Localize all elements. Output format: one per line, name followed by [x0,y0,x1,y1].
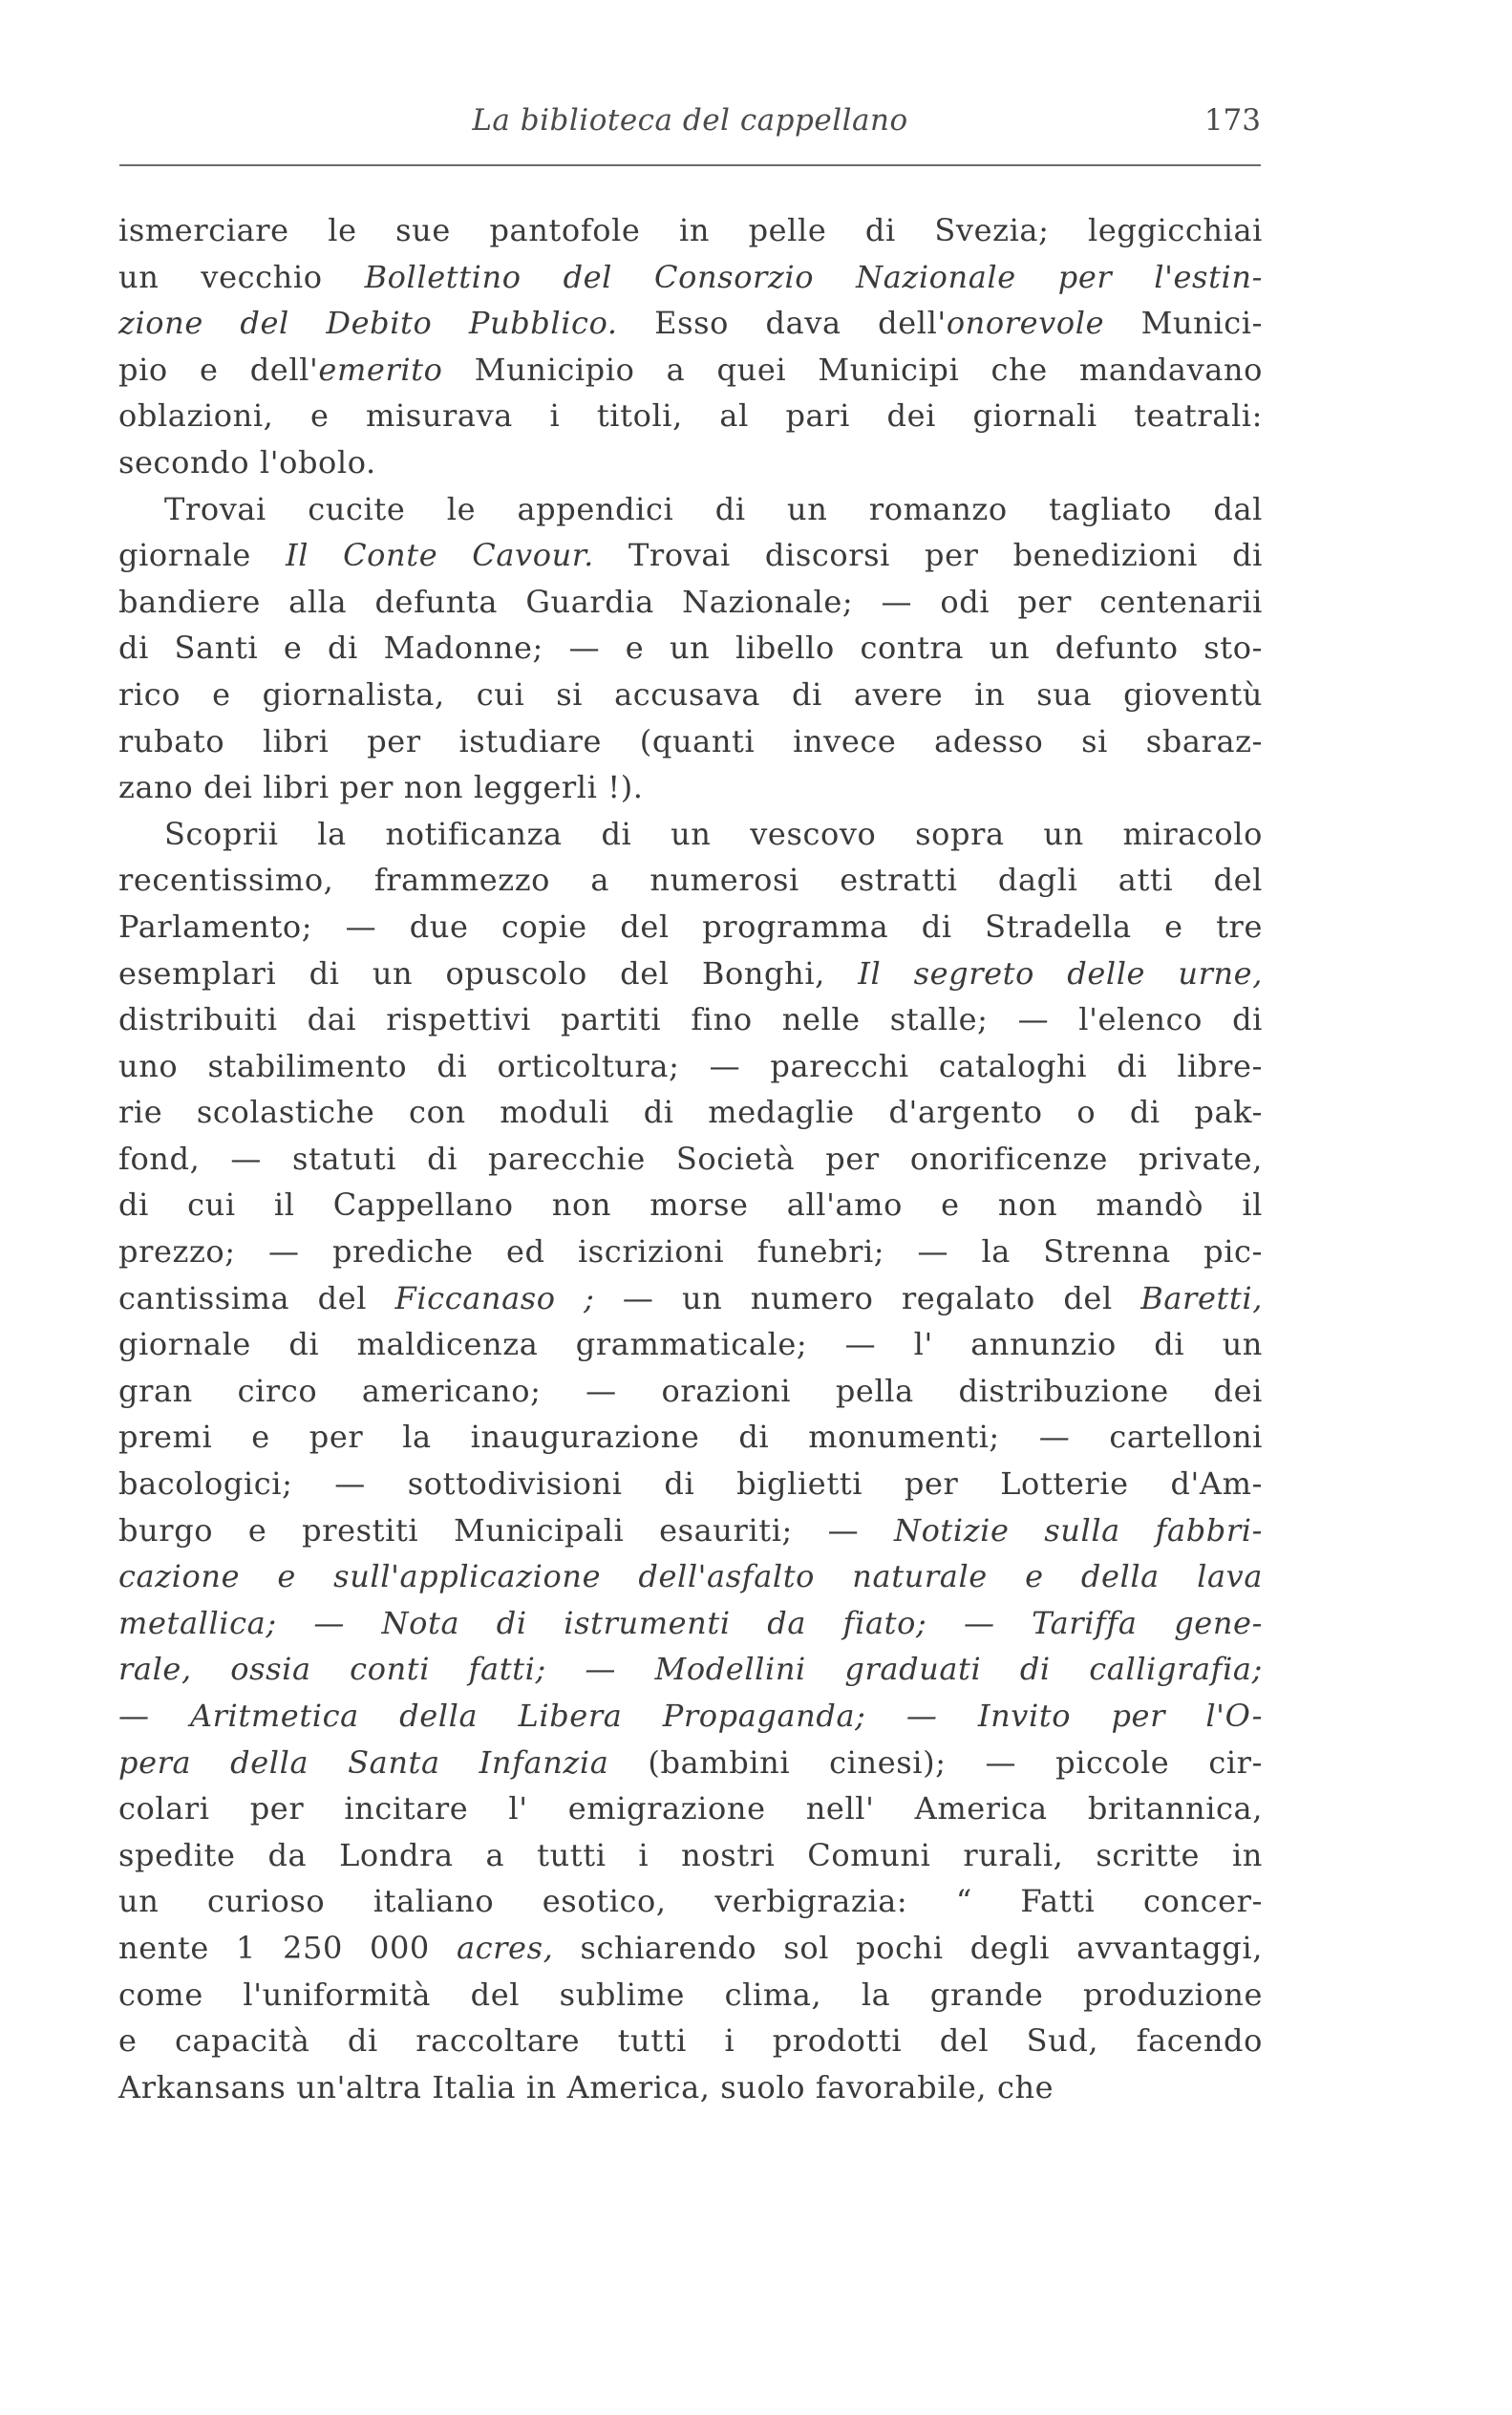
text-run: recentissimo, frammezzo a numerosi estratti dagli atti del [118,862,1263,899]
text-run: come l'uniformità del sublime clima, la grande produzione [118,1976,1263,2013]
text-run: e capacità di raccoltare tutti i prodotti del Sud, facendo [118,2022,1263,2060]
text-run: pio e dell' [118,351,319,388]
text-line [118,1368,1263,1415]
text-line [118,300,1263,347]
text-run: (bambini cinesi); — piccole cir- [608,1743,1263,1781]
italic-run: Notizie sulla fabbri- [893,1511,1264,1549]
italic-run: Ficcanaso ; [394,1279,595,1316]
text-line [118,1785,1263,1832]
text-line [118,2018,1263,2064]
text-line [118,393,1263,439]
text-run: un vecchio [118,258,365,295]
text-line [118,996,1263,1043]
text-line [118,672,1263,718]
text-run: rico e giornalista, cui si accusava di avere in sua gioventù [118,675,1263,713]
header-rule [119,164,1261,166]
italic-run: onorevole [946,305,1105,342]
text-run: rubato libri per istudiare (quanti invece adesso si sbaraz- [118,722,1263,759]
text-line [118,254,1263,301]
body-text [118,207,1263,2110]
text-line [118,951,1263,997]
text-run: Municipio a quei Municipi che mandavano [442,351,1263,388]
text-run: burgo e prestiti Municipali esauriti; — [118,1511,894,1549]
text-run: Esso dava dell' [617,305,947,342]
text-run: cantissima del [118,1279,395,1316]
text-line [118,1878,1263,1925]
text-run: bacologici; — sottodivisioni di biglietti per Lotterie d'Am- [118,1465,1263,1503]
italic-run: Bollettino del Consorzio Nazionale per l'estin- [364,258,1263,295]
text-line [118,1229,1263,1275]
text-line [118,1461,1263,1507]
text-run: Munici- [1104,305,1263,342]
text-line [118,1321,1263,1368]
page-number: 173 [1203,103,1261,138]
text-line [118,904,1263,951]
text-line [118,625,1263,672]
italic-run: Il Conte Cavour. [285,537,594,574]
text-run: Trovai cucite le appendici di un romanzo tagliato dal [164,490,1263,527]
text-run: fond, — statuti di parecchie Società per onorificenze private, [118,1140,1263,1177]
text-run: schiarendo sol pochi degli avvantaggi, [553,1929,1263,1966]
text-line [118,1832,1263,1879]
text-run: giornale [118,537,286,574]
text-line [118,579,1263,626]
text-line [118,1553,1263,1600]
text-line [118,2064,1263,2111]
text-run: spedite da Londra a tutti i nostri Comuni rurali, scritte in [118,1836,1263,1873]
text-line [118,857,1263,904]
text-line [118,1275,1263,1322]
text-run: di Santi e di Madonne; — e un libello contra un defunto sto- [118,630,1263,667]
text-run: bandiere alla defunta Guardia Nazionale; — odi per centenarii [118,583,1263,620]
text-run: gran circo americano; — orazioni pella distribuzione dei [118,1372,1263,1409]
text-run: di cui il Cappellano non morse all'amo e non mandò il [118,1186,1263,1224]
text-run: Scoprii la notificanza di un vescovo sopra un miracolo [164,815,1263,852]
running-title: La biblioteca del cappellano [472,103,908,138]
text-run: oblazioni, e misurava i titoli, al pari dei giornali teatrali: [118,397,1263,435]
italic-run: Baretti, [1140,1279,1264,1316]
text-line [118,439,1263,486]
text-run: Trovai discorsi per benedizioni di [593,537,1264,574]
italic-run: cazione e sull'applicazione dell'asfalto naturale e della lava [118,1558,1263,1595]
text-run: uno stabilimento di orticoltura; — parecchi cataloghi di libre- [118,1047,1263,1084]
text-line [118,207,1263,254]
text-line [118,1507,1263,1554]
italic-run: — Aritmetica della Libera Propaganda; — Invito per l'O- [118,1698,1263,1734]
italic-run: pera della Santa Infanzia [118,1743,609,1781]
text-line [118,1414,1263,1461]
text-line [118,1043,1263,1090]
italic-run: metallica; — Nota di istrumenti da fiato; — Tariffa gene- [118,1604,1263,1641]
text-run: Parlamento; — due copie del programma di Stradella e tre [118,908,1263,945]
text-run: — un numero regalato del [594,1279,1141,1316]
text-line [118,718,1263,765]
text-run: zano dei libri per non leggerli !). [118,769,644,806]
text-line [118,1182,1263,1229]
text-run: rie scolastiche con moduli di medaglie d'argento o di pak- [118,1094,1263,1131]
italic-run: zione del Debito Pubblico. [118,305,618,342]
text-line [118,347,1263,394]
text-line [118,764,1263,811]
text-line [118,486,1263,533]
text-run: prezzo; — prediche ed iscrizioni funebri; — la Strenna pic- [118,1233,1263,1271]
text-line [118,1646,1263,1693]
text-line [118,1089,1263,1136]
text-line [118,1693,1263,1740]
text-line [118,1600,1263,1647]
text-run: colari per incitare l' emigrazione nell' America britannica, [118,1790,1263,1827]
text-run: distribuiti dai rispettivi partiti fino nelle stalle; — l'elenco di [118,1001,1263,1038]
text-run: un curioso italiano esotico, verbigrazia: “ Fatti concer- [118,1883,1263,1920]
text-run: ismerciare le sue pantofole in pelle di Svezia; leggicchiai [118,212,1263,248]
text-run: Arkansans un'altra Italia in America, suolo favorabile, che [118,2068,1054,2105]
text-run: secondo l'obolo. [118,443,376,481]
text-run: premi e per la inaugurazione di monumenti; — cartelloni [118,1419,1263,1456]
text-run: nente 1 250 000 [118,1929,457,1966]
italic-run: rale, ossia conti fatti; — Modellini graduati di calligrafia; [118,1651,1263,1688]
italic-run: acres, [456,1929,554,1966]
text-line [118,811,1263,858]
italic-run: Il segreto delle urne, [858,954,1263,992]
text-run: esemplari di un opuscolo del Bonghi, [118,954,859,992]
text-run: giornale di maldicenza grammaticale; — l' annunzio di un [118,1326,1263,1363]
text-line [118,1740,1263,1786]
text-line [118,1136,1263,1183]
text-line [118,1972,1263,2019]
text-line [118,1925,1263,1972]
text-line [118,532,1263,579]
running-head [119,103,1261,151]
italic-run: emerito [318,351,443,388]
